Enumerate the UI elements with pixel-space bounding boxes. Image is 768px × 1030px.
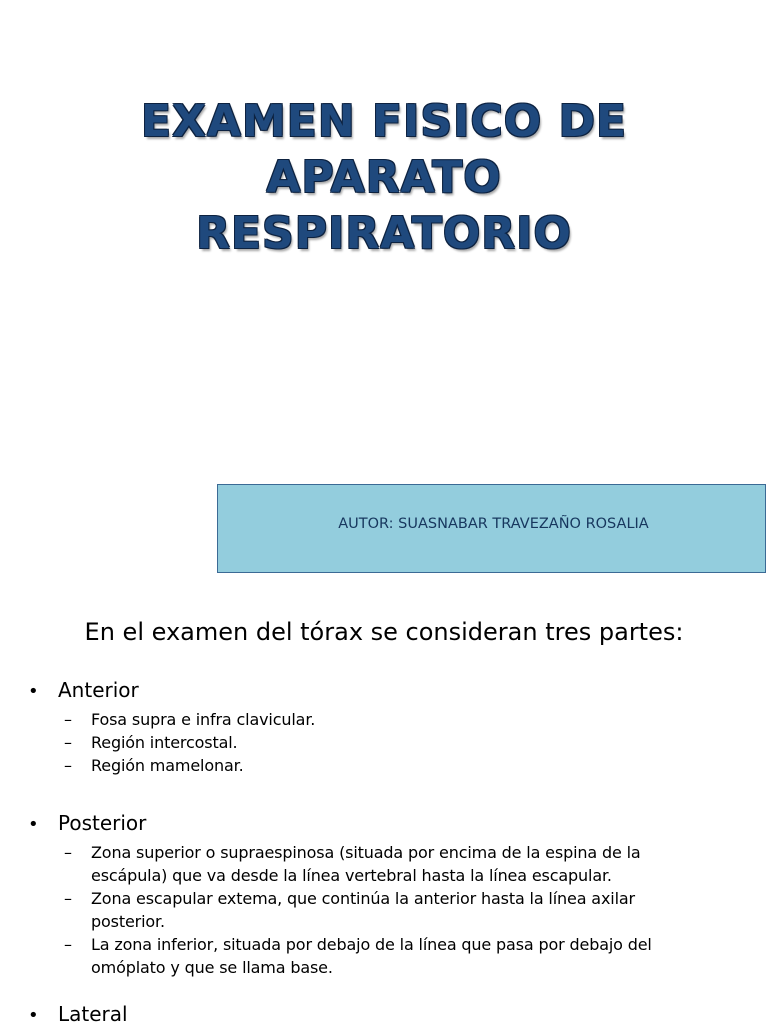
bullet-item-posterior <box>28 809 728 839</box>
author-box <box>217 484 766 573</box>
sub-item-text: La zona inferior, situada por debajo de la línea que pasa por debajo del omóplato y que se llama base. <box>91 935 652 977</box>
section-lateral <box>28 1000 728 1030</box>
section-label: Posterior <box>58 811 147 835</box>
section-label: Anterior <box>58 678 139 702</box>
sub-item-text: Región mamelonar. <box>91 756 244 775</box>
sub-list-item <box>64 731 728 754</box>
dash-icon: – <box>64 935 72 954</box>
sub-list <box>64 708 728 777</box>
bullet-icon: • <box>28 1005 39 1026</box>
author-label: AUTOR: SUASNABAR TRAVEZAÑO ROSALIA <box>338 515 649 532</box>
sub-list-item <box>64 708 728 731</box>
section-posterior <box>28 809 728 979</box>
sub-item-text: Región intercostal. <box>91 733 238 752</box>
bullet-icon: • <box>28 814 39 835</box>
section-anterior <box>28 676 728 777</box>
section-label: Lateral <box>58 1002 128 1026</box>
dash-icon: – <box>64 710 72 729</box>
dash-icon: – <box>64 733 72 752</box>
sub-list-item <box>64 754 728 777</box>
content-slide <box>0 600 768 1024</box>
sub-list-item <box>64 841 728 887</box>
sub-list-item <box>64 887 728 933</box>
main-title-line: APARATO <box>266 152 502 203</box>
dash-icon: – <box>64 756 72 775</box>
sub-item-text: Zona escapular extema, que continúa la anterior hasta la línea axilar posterior. <box>91 889 635 931</box>
sub-item-text: Zona superior o supraespinosa (situada por encima de la espina de la escápula) que va desde la línea vertebral hasta la línea escapular. <box>91 843 641 885</box>
bullet-item-anterior <box>28 676 728 706</box>
sub-list-item <box>64 933 728 979</box>
dash-icon: – <box>64 843 72 862</box>
content-heading: En el examen del tórax se consideran tres partes: <box>84 618 684 646</box>
main-title-line: EXAMEN FISICO DE <box>140 96 628 147</box>
main-title-line: RESPIRATORIO <box>196 208 572 259</box>
sub-item-text: Fosa supra e infra clavicular. <box>91 710 316 729</box>
sub-list <box>64 841 728 979</box>
main-title <box>0 94 768 262</box>
dash-icon: – <box>64 889 72 908</box>
bullet-icon: • <box>28 681 39 702</box>
bullet-item-lateral <box>28 1000 728 1030</box>
